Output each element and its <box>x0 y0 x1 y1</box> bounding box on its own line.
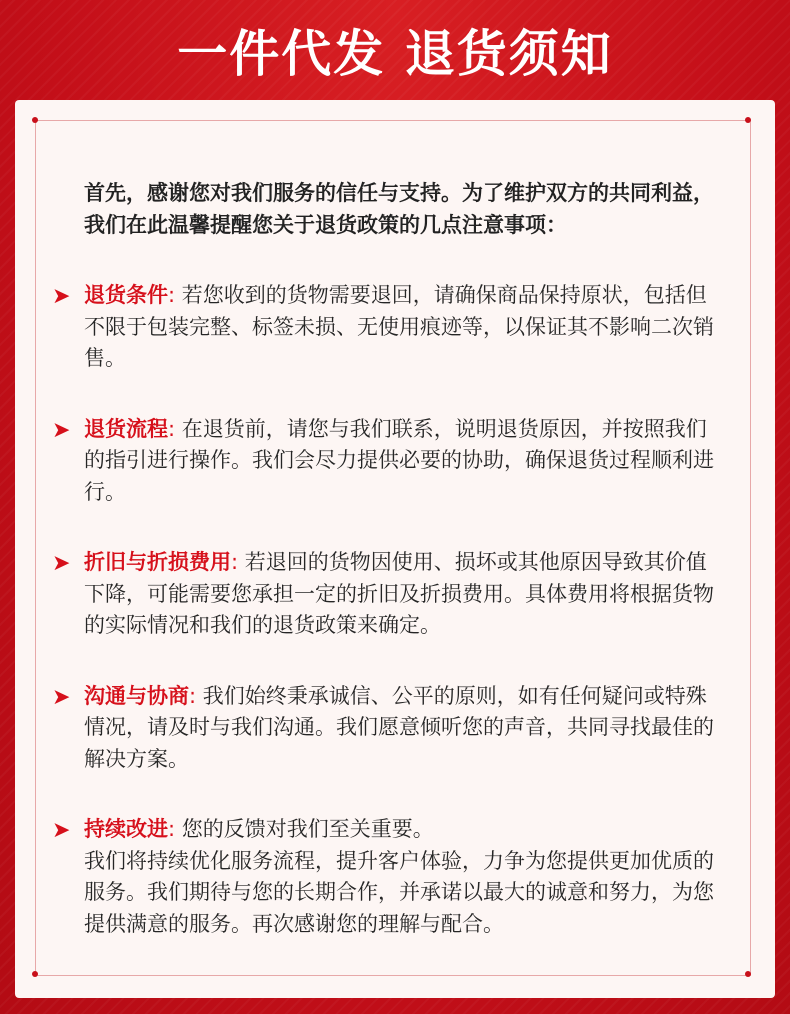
section-continuous-improvement <box>52 814 720 940</box>
section-separator: : <box>168 416 182 441</box>
section-text: 若退回的货物因使用、损坏或其他原因导致其价值下降，可能需要您承担一定的折旧及折损费用。具体费用将根据货物的实际情况和我们的退货政策来确定。 <box>84 550 714 637</box>
section-label: 退货流程 <box>84 416 168 441</box>
section-label: 沟通与协商 <box>84 683 189 708</box>
section-text: 在退货前，请您与我们联系，说明退货原因，并按照我们的指引进行操作。我们会尽力提供必要的协助，确保退货过程顺利进行。 <box>84 416 714 504</box>
section-separator: : <box>189 683 203 708</box>
section-return-process <box>52 414 720 509</box>
section-label: 退货条件 <box>84 283 168 307</box>
section-separator: : <box>168 283 182 307</box>
intro-paragraph: 首先，感谢您对我们服务的信任与支持。为了维护双方的共同利益，我们在此温馨提醒您关于退货政策的几点注意事项： <box>84 181 714 237</box>
corner-dot-top-right <box>745 117 751 123</box>
arrow-right-icon: ➤ <box>52 551 71 576</box>
corner-dot-bottom-left <box>32 971 38 977</box>
arrow-right-icon: ➤ <box>52 684 71 710</box>
section-label: 持续改进 <box>84 817 168 841</box>
section-separator: : <box>168 817 182 841</box>
section-label: 折旧与折损费用 <box>84 550 231 574</box>
arrow-right-icon: ➤ <box>52 818 71 843</box>
section-text: 我们始终秉承诚信、公平的原则，如有任何疑问或特殊情况，请及时与我们沟通。我们愿意倾听您的声音，共同寻找最佳的解决方案。 <box>84 683 714 771</box>
section-depreciation-fees <box>52 547 720 642</box>
section-separator: : <box>231 550 245 574</box>
corner-dot-bottom-right <box>745 971 751 977</box>
corner-dot-top-left <box>32 117 38 123</box>
arrow-right-icon: ➤ <box>52 417 71 443</box>
section-communication <box>52 681 720 776</box>
section-text-continued: 我们将持续优化服务流程，提升客户体验，力争为您提供更加优质的服务。我们期待与您的长期合作，并承诺以最大的诚意和努力，为您提供满意的服务。再次感谢您的理解与配合。 <box>84 848 714 936</box>
arrow-right-icon: ➤ <box>52 284 71 309</box>
section-return-conditions <box>52 280 720 375</box>
page-title: 一件代发 退货须知 <box>177 25 613 83</box>
section-text: 若您收到的货物需要退回，请确保商品保持原状，包括但不限于包装完整、标签未损、无使用痕迹等，以保证其不影响二次销售。 <box>84 283 714 370</box>
section-text: 您的反馈对我们至关重要。 <box>181 817 434 841</box>
notice-content <box>52 178 720 940</box>
